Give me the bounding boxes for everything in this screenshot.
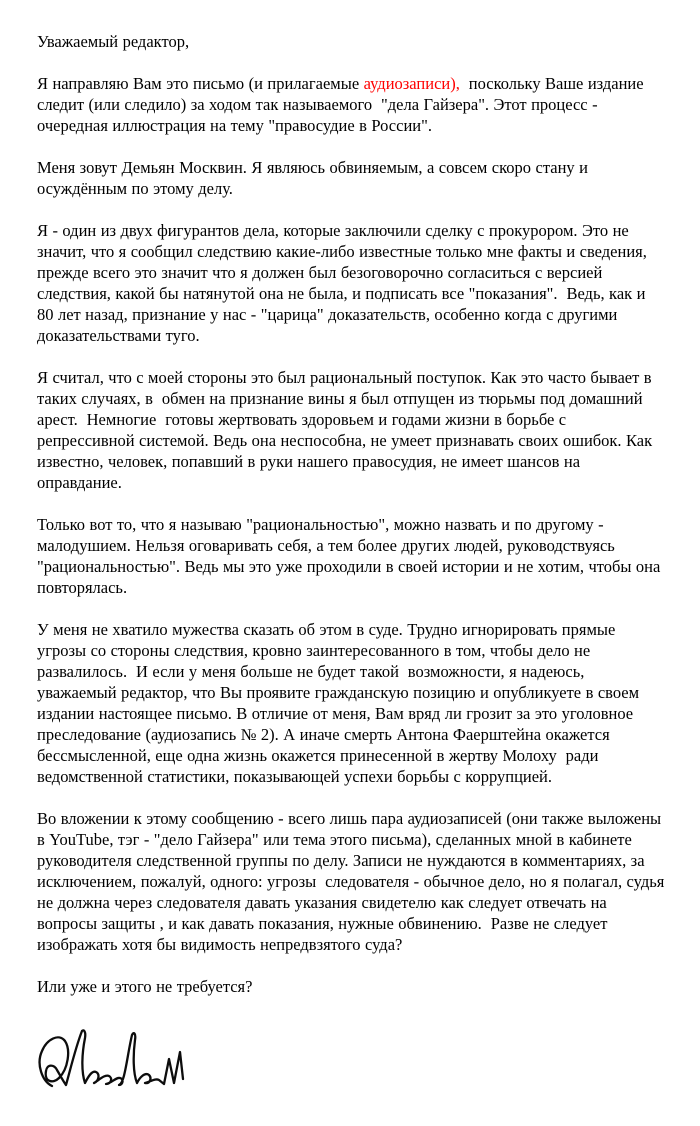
letter-paragraph (37, 808, 669, 955)
text-run: Меня зовут Демьян Москвин. Я являюсь обвиняемым, а совсем скоро стану и осуждённым по этому делу. (37, 158, 593, 198)
handwritten-signature (35, 1026, 195, 1106)
text-run: Я считал, что с моей стороны это был рациональный поступок. Как это часто бывает в таких случаях, в обмен на признание вины я был отпущен из тюрьмы под домашний арест. Немногие готовы жертвовать здоровьем и годами жизни в борьбе с репрессивной системой. Ведь она неспособна, не умеет признавать своих ошибок. Как известно, человек, попавший в руки нашего правосудия, не имеет шансов на оправдание. (37, 368, 657, 492)
letter-paragraph (37, 514, 665, 598)
highlighted-text-run: аудиозаписи), (363, 74, 460, 93)
letter-paragraph (37, 73, 665, 136)
letter-paragraphs (37, 31, 669, 997)
letter-paragraph (37, 619, 665, 787)
text-run: Я - один из двух фигурантов дела, которые заключили сделку с прокурором. Это не значит, что я сообщил следствию какие-либо известные только мне факты и сведения, прежде всего это значит что я должен был безоговорочно согласиться с версией следствия, какой бы натянутой она не была, и подписать все "показания". Ведь, как и 80 лет назад, признание у нас - "царица" доказательств, особенно когда с другими доказательствами туго. (37, 221, 652, 345)
letter-paragraph (37, 220, 665, 346)
text-run: Я направляю Вам это письмо (и прилагаемые (37, 74, 364, 93)
signature-icon (35, 1026, 190, 1104)
signature-stroke (40, 1030, 183, 1086)
text-run: поскольку Ваше издание следит (или следило) за ходом так называемого "дела Гайзера". Этот процесс - очередная иллюстрация на тему "правосудие в России". (37, 74, 649, 135)
letter-paragraph (37, 31, 665, 52)
text-run: Во вложении к этому сообщению - всего лишь пара аудиозаписей (они также выложены в YouTube, тэг - "дело Гайзера" или тема этого письма), сделанных мной в кабинете руководителя следственной группы по делу. Записи не нуждаются в комментариях, за исключением, пожалуй, одного: угрозы следователя - обычное дело, но я полагал, судья не должна через следователя давать указания свидетелю как следует отвечать на вопросы защиты , и как давать показания, нужные обвинению. Разве не следует изображать хотя бы видимость непредвзятого суда? (37, 809, 669, 954)
letter-paragraph (37, 157, 665, 199)
text-run: У меня не хватило мужества сказать об этом в суде. Трудно игнорировать прямые угрозы со стороны следствия, кровно заинтересованного в том, чтобы дело не развалилось. И если у меня больше не будет такой возможности, я надеюсь, уважаемый редактор, что Вы проявите гражданскую позицию и опубликуете в своем издании настоящее письмо. В отличие от меня, Вам вряд ли грозит за это уголовное преследование (аудиозапись № 2). А иначе смерть Антона Фаерштейна окажется бессмысленной, еще одна жизнь окажется принесенной в жертву Молоху ради ведомственной статистики, показывающей успехи борьбы с коррупцией. (37, 620, 644, 786)
text-run: Только вот то, что я называю "рациональностью", можно назвать и по другому - малодушием. Нельзя оговаривать себя, а тем более других людей, руководствуясь "рациональностью". Ведь мы это уже проходили в своей истории и не хотим, чтобы она повторялась. (37, 515, 665, 597)
text-run: Уважаемый редактор, (37, 32, 190, 51)
letter-paragraph (37, 367, 665, 493)
letter-paragraph (37, 976, 665, 997)
text-run: Или уже и этого не требуется? (37, 977, 253, 996)
